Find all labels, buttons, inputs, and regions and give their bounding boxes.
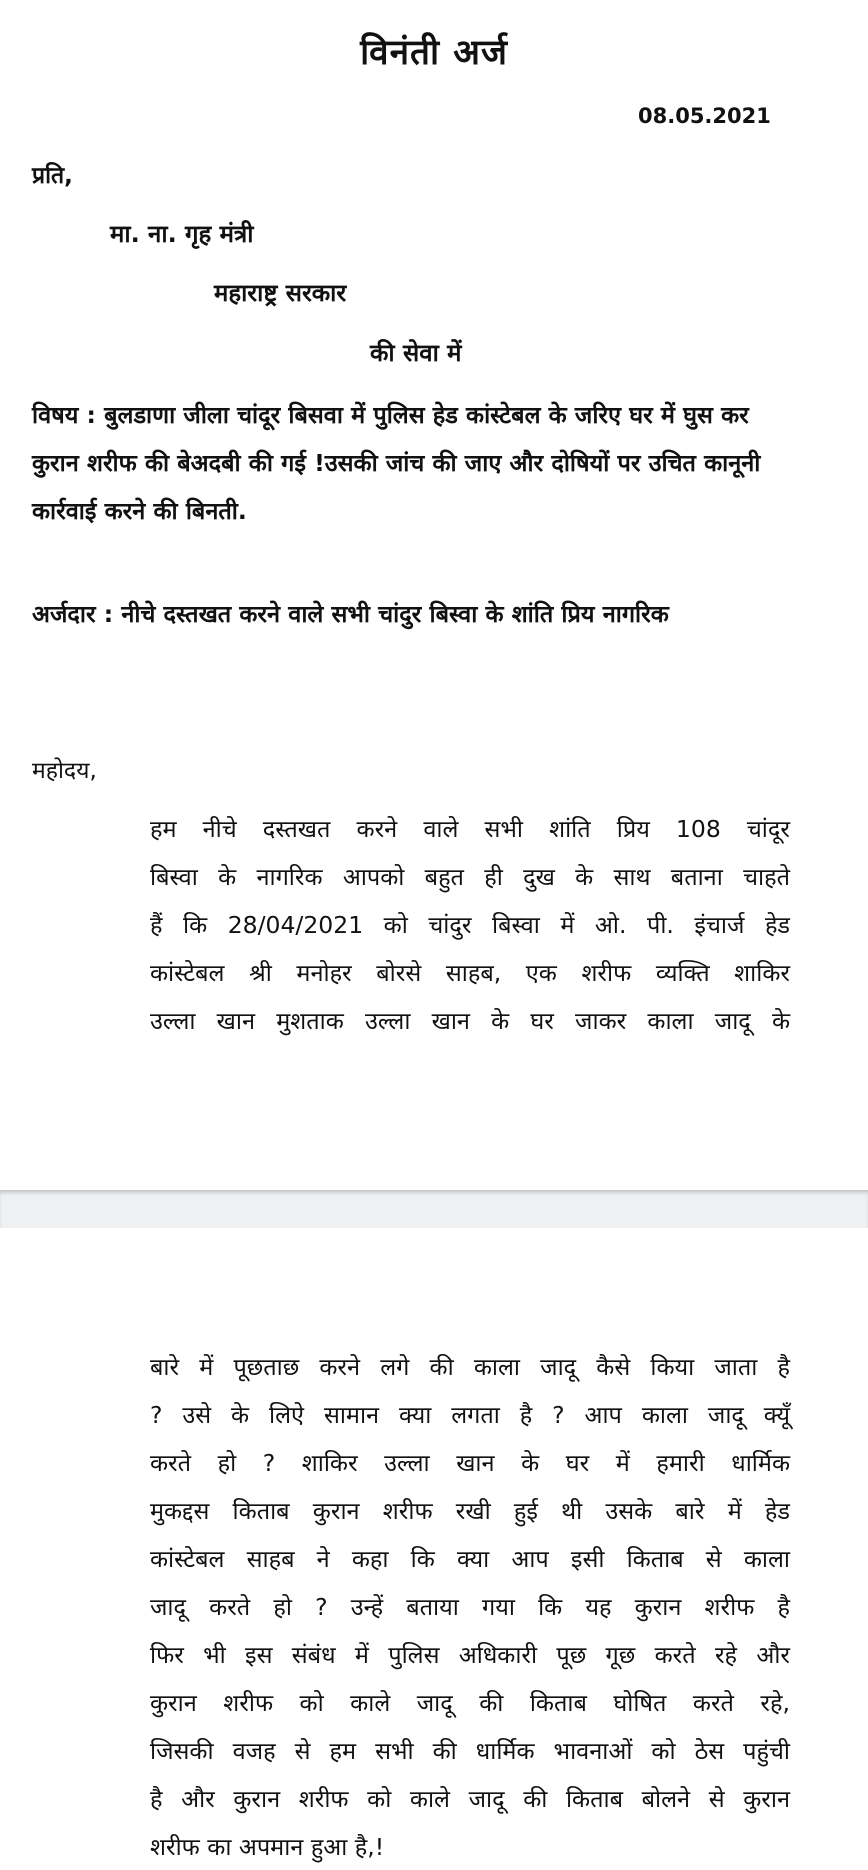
body-line: जिसकी वजह से हम सभी की धार्मिक भावनाओं को ठेस पहुंची [150,1737,790,1765]
addressee-line-2: महाराष्ट्र सरकार [214,279,347,307]
body-line: बिस्वा के नागरिक आपको बहुत ही दुख के साथ बताना चाहते [150,863,790,891]
body-line: हम नीचे दस्तखत करने वाले सभी शांति प्रिय 108 चांदूर [150,815,790,843]
letter-date: 08.05.2021 [638,104,771,128]
body-line: हैं कि 28/04/2021 को चांदुर बिस्वा में ओ. पी. इंचार्ज हेड [150,911,790,939]
body-line: बारे में पूछताछ करने लगे की काला जादू कैसे किया जाता है [150,1353,790,1381]
body-line: कुरान शरीफ को काले जादू की किताब घोषित करते रहे, [150,1689,790,1717]
recipient-label: प्रति, [32,163,73,189]
subject-paragraph: विषय : बुलडाणा जीला चांदूर बिसवा में पुलिस हेड कांस्टेबल के जरिए घर में घुस कर कुरान शरीफ की बेअदबी की गई !उसकी जांच की जाए और दोषियों पर उचित कानूनी कार्रवाई करने की बिनती. [32,401,761,525]
body-line: कांस्टेबल साहब ने कहा कि क्या आप इसी किताब से काला [150,1545,790,1573]
addressee-line-3: की सेवा में [370,339,462,367]
body-line: करते हो ? शाकिर उल्ला खान के घर में हमारी धार्मिक [150,1449,790,1477]
salutation: महोदय, [32,758,97,784]
body-line: उल्ला खान मुशताक उल्ला खान के घर जाकर काला जादू के [150,1007,790,1035]
body-line: जादू करते हो ? उन्हें बताया गया कि यह कुरान शरीफ है [150,1593,790,1621]
body-line: ? उसे के लिऐ सामान क्या लगता है ? आप काला जादू क्यूँ [150,1401,790,1429]
letter-title: विनंती अर्ज [360,33,508,73]
page-separator [0,1190,868,1228]
addressee-line-1: मा. ना. गृह मंत्री [110,220,254,248]
body-line: मुकद्दस किताब कुरान शरीफ रखी हुई थी उसके बारे में हेड [150,1497,790,1525]
body-line: है और कुरान शरीफ को काले जादू की किताब बोलने से कुरान [150,1785,790,1813]
body-line: शरीफ का अपमान हुआ है,! [150,1833,385,1861]
applicant-paragraph: अर्जदार : नीचे दस्तखत करने वाले सभी चांदुर बिस्वा के शांति प्रिय नागरिक [32,600,669,628]
body-line: फिर भी इस संबंध में पुलिस अधिकारी पूछ गूछ करते रहे और [150,1641,790,1669]
document-page-2 [0,1228,868,1870]
body-line: कांस्टेबल श्री मनोहर बोरसे साहब, एक शरीफ व्यक्ति शाकिर [150,959,790,987]
